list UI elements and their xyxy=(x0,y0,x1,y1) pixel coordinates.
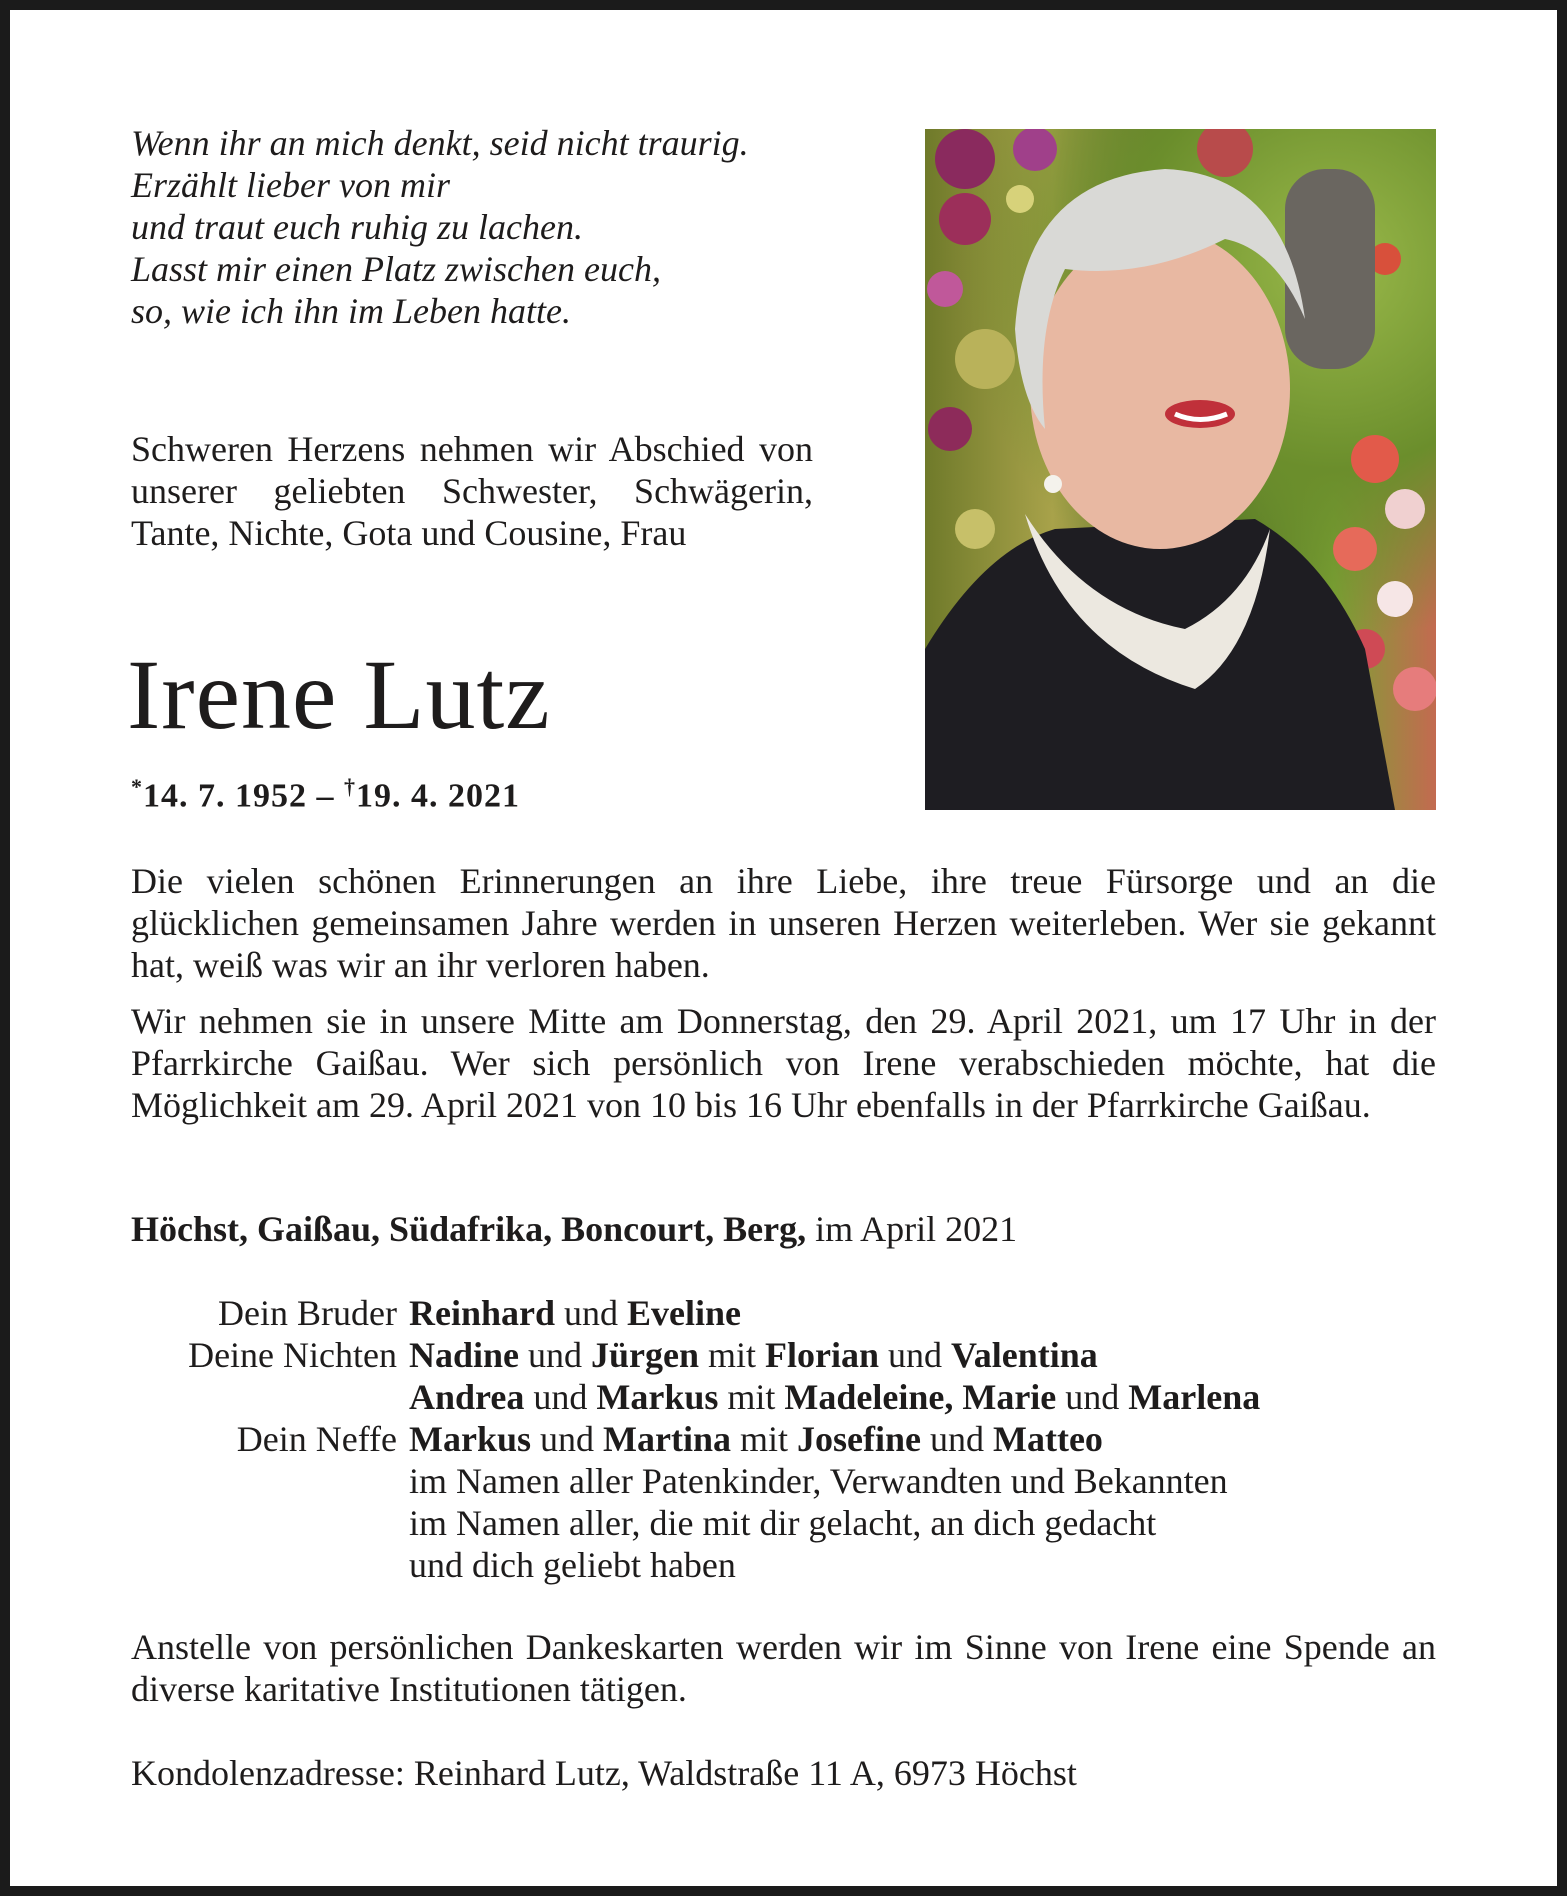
relative-names xyxy=(409,1502,1156,1544)
relation-label: Dein Neffe xyxy=(236,1419,397,1459)
relative-names xyxy=(409,1544,736,1586)
places-date: im April 2021 xyxy=(806,1209,1018,1249)
relative-names xyxy=(409,1418,1103,1460)
family-row xyxy=(131,1502,1260,1544)
relation-label xyxy=(131,1502,409,1544)
connector-text: und xyxy=(879,1335,952,1375)
family-row xyxy=(131,1376,1260,1418)
relation-label xyxy=(131,1544,409,1586)
connector-text: und xyxy=(920,1419,993,1459)
connector-text: und xyxy=(519,1335,592,1375)
family-row xyxy=(131,1292,1260,1334)
places-line xyxy=(131,1208,1017,1250)
poem xyxy=(131,122,749,332)
relative-name: Matteo xyxy=(992,1419,1103,1459)
relative-name: Josefine xyxy=(797,1419,921,1459)
connector-text: und xyxy=(555,1293,628,1333)
relative-names xyxy=(409,1292,741,1334)
relative-name: Markus xyxy=(596,1377,719,1417)
connector-text: und xyxy=(524,1377,597,1417)
relative-name: Nadine xyxy=(409,1335,520,1375)
connector-text: mit xyxy=(730,1419,797,1459)
condolence-address: Kondolenzadresse: Reinhard Lutz, Waldstraße 11 A, 6973 Höchst xyxy=(131,1753,1077,1793)
birth-symbol: * xyxy=(131,774,143,799)
relative-name: Marlena xyxy=(1128,1377,1261,1417)
donation-paragraph: Anstelle von persönlichen Dankeskarten werden wir im Sinne von Irene eine Spende an diverse karitative Institutionen tätigen. xyxy=(131,1627,1436,1709)
connector-text: im Namen aller, die mit dir gelacht, an dich gedacht xyxy=(409,1503,1157,1543)
portrait-photo xyxy=(925,129,1436,810)
poem-line: Erzählt lieber von mir xyxy=(131,165,450,205)
family-row xyxy=(131,1544,1260,1586)
funeral-paragraph: Wir nehmen sie in unsere Mitte am Donnerstag, den 29. April 2021, um 17 Uhr in der Pfarrkirche Gaißau. Wer sich persönlich von Irene verabschieden möchte, hat die Möglichkeit am 29. April 2021 von 10 bis 16 Uhr ebenfalls in der Pfarrkirche Gaißau. xyxy=(131,1001,1436,1125)
relative-names xyxy=(409,1460,1228,1502)
poem-line: und traut euch ruhig zu lachen. xyxy=(131,207,583,247)
portrait-illustration xyxy=(925,129,1436,810)
relative-name: Markus xyxy=(409,1419,532,1459)
relative-name: Florian xyxy=(765,1335,880,1375)
connector-text: und dich geliebt haben xyxy=(409,1545,736,1585)
relative-name: Reinhard xyxy=(409,1293,556,1333)
deceased-name: Irene Lutz xyxy=(127,639,551,750)
family-list xyxy=(131,1292,1260,1586)
relation-label: Deine Nichten xyxy=(188,1335,397,1375)
connector-text: im Namen aller Patenkinder, Verwandten und Bekannten xyxy=(409,1461,1228,1501)
family-row xyxy=(131,1418,1260,1460)
poem-line: Wenn ihr an mich denkt, seid nicht traurig. xyxy=(131,123,749,163)
life-dates xyxy=(131,774,520,815)
relation-label xyxy=(131,1376,409,1418)
relative-name: Andrea xyxy=(409,1377,525,1417)
relative-name: Valentina xyxy=(951,1335,1098,1375)
intro-text: Schweren Herzens nehmen wir Abschied von unserer geliebten Schwester, Schwägerin, Tante, Nichte, Gota und Cousine, Frau xyxy=(131,429,813,553)
death-date: 19. 4. 2021 xyxy=(356,777,520,815)
relation-label: Dein Bruder xyxy=(218,1293,397,1333)
relative-name: Eveline xyxy=(627,1293,742,1333)
connector-text: mit xyxy=(718,1377,785,1417)
family-row xyxy=(131,1460,1260,1502)
relative-names xyxy=(409,1334,1098,1376)
family-row xyxy=(131,1334,1260,1376)
relative-names xyxy=(409,1376,1260,1418)
memories-paragraph: Die vielen schönen Erinnerungen an ihre Liebe, ihre treue Fürsorge und an die glücklichen gemeinsamen Jahre werden in unseren Herzen weiterleben. Wer sie gekannt hat, weiß was wir an ihr verloren haben. xyxy=(131,861,1436,985)
relative-name: Jürgen xyxy=(591,1335,700,1375)
relative-name: Martina xyxy=(603,1419,731,1459)
date-separator: – xyxy=(307,777,344,815)
connector-text: mit xyxy=(699,1335,766,1375)
birth-date: 14. 7. 1952 xyxy=(143,777,307,815)
death-symbol: † xyxy=(344,774,356,799)
places-list: Höchst, Gaißau, Südafrika, Boncourt, Berg, xyxy=(131,1209,807,1249)
connector-text: und xyxy=(531,1419,604,1459)
connector-text: und xyxy=(1056,1377,1129,1417)
poem-line: Lasst mir einen Platz zwischen euch, xyxy=(131,249,661,289)
poem-line: so, wie ich ihn im Leben hatte. xyxy=(131,291,571,331)
relation-label xyxy=(131,1460,409,1502)
relative-name: Madeleine, Marie xyxy=(784,1377,1057,1417)
